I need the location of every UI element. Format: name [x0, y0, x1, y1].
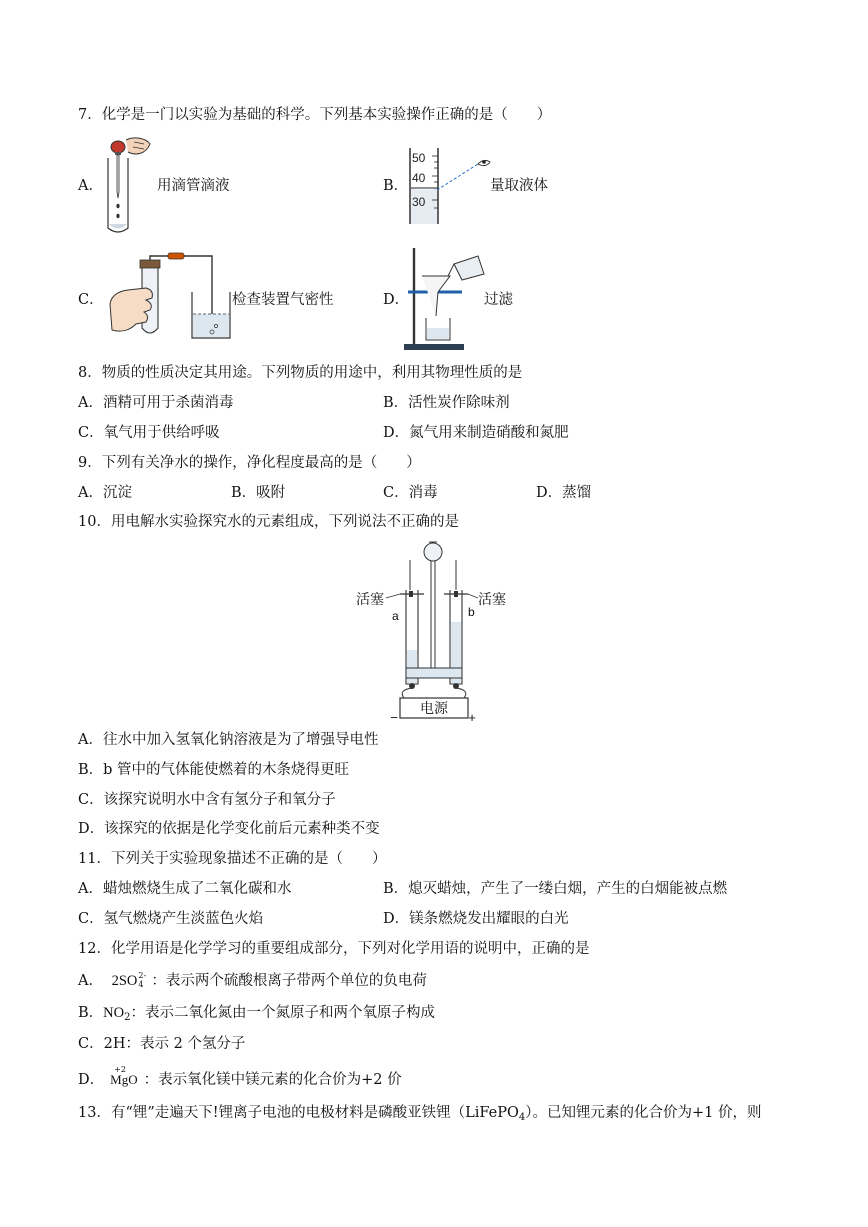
- q9-stem: 9．下列有关净水的操作，净化程度最高的是（ ）: [78, 455, 421, 471]
- power-label: 电源: [420, 701, 448, 717]
- q12-d-letter: D．: [78, 1072, 105, 1088]
- cylinder-figure: [402, 144, 502, 226]
- plus-label: +: [468, 710, 476, 724]
- q11-stem: 11．下列关于实验现象描述不正确的是（ ）: [78, 851, 387, 867]
- q8-option-a: A．酒精可用于杀菌消毒: [78, 395, 234, 411]
- tube-a-label: a: [392, 609, 399, 623]
- q12-option-b: [78, 1004, 435, 1027]
- q13-stem: [78, 1104, 761, 1127]
- q12-option-a: [78, 971, 427, 990]
- q12-d-formula: MgO: [110, 1072, 138, 1087]
- q7-option-a-caption: 用滴管滴液: [157, 178, 230, 194]
- q7-option-c-letter: C．: [78, 292, 104, 308]
- q13-stem-before: 13．有“锂”走遍天下!锂离子电池的电极材料是磷酸亚铁锂（LiFePO: [78, 1105, 519, 1121]
- q10-option-d: D．该探究的依据是化学变化前后元素种类不变: [78, 821, 380, 837]
- q12-option-d: [78, 1065, 402, 1090]
- tube-b-label: b: [468, 605, 475, 619]
- q8-option-d: D．氮气用来制造硝酸和氮肥: [383, 425, 569, 441]
- q12-d-valence: +2: [114, 1065, 126, 1074]
- q12-a-charge: 2-: [138, 971, 147, 980]
- minus-label: −: [390, 710, 398, 724]
- q10-stem: 10．用电解水实验探究水的元素组成，下列说法不正确的是: [78, 514, 459, 530]
- q12-a-letter: A．: [78, 973, 103, 989]
- q12-b-formula: NO: [103, 1005, 125, 1021]
- dropper-figure: [100, 136, 152, 236]
- airtight-check-figure: [106, 252, 232, 344]
- q7-option-b-letter: B．: [383, 178, 409, 194]
- q12-a-sub: 4: [138, 980, 144, 989]
- filtration-figure: [400, 246, 486, 352]
- q12-b-letter: B．: [78, 1005, 104, 1021]
- q7-option-d-letter: D．: [383, 292, 410, 308]
- q9-option-d: D．蒸馏: [536, 485, 592, 501]
- q11-option-c: C．氢气燃烧产生淡蓝色火焰: [78, 911, 264, 927]
- left-stopcock-label: 活塞: [356, 592, 384, 608]
- q10-option-c: C．该探究说明水中含有氢分子和氧分子: [78, 792, 336, 808]
- q13-sub: 4: [518, 1112, 526, 1123]
- q11-option-a: A．蜡烛燃烧生成了二氧化碳和水: [78, 881, 292, 897]
- q11-option-b: B．熄灭蜡烛，产生了一缕白烟，产生的白烟能被点燃: [383, 881, 728, 897]
- q10-option-a: A．往水中加入氢氧化钠溶液是为了增强导电性: [78, 732, 379, 748]
- q12-b-sub: 2: [124, 1012, 131, 1023]
- cylinder-tick-30: 30: [412, 195, 426, 209]
- q12-option-c: C．2H：表示 2 个氢分子: [78, 1036, 246, 1052]
- q9-option-c: C．消毒: [383, 485, 438, 501]
- q12-a-formula: 2SO: [111, 973, 138, 989]
- q13-stem-after: ）。已知锂元素的化合价为+1 价，则: [525, 1105, 762, 1121]
- q7-stem: 7．化学是一门以实验为基础的科学。下列基本实验操作正确的是（ ）: [78, 107, 552, 123]
- q7-option-b-caption: 量取液体: [490, 178, 548, 194]
- q7-option-c-caption: 检查装置气密性: [232, 292, 334, 308]
- q12-stem: 12．化学用语是化学学习的重要组成部分，下列对化学用语的说明中，正确的是: [78, 941, 590, 957]
- electrolysis-figure: [352, 538, 518, 724]
- q8-option-b: B．活性炭作除味剂: [383, 395, 510, 411]
- q10-option-b: B．b 管中的气体能使燃着的木条烧得更旺: [78, 762, 350, 778]
- q9-option-b: B．吸附: [231, 485, 286, 501]
- cylinder-tick-50: 50: [412, 151, 426, 165]
- q7-option-a-letter: A．: [78, 178, 103, 194]
- q12-a-text: ：表示两个硫酸根离子带两个单位的负电荷: [151, 973, 427, 989]
- q7-option-d-caption: 过滤: [484, 292, 513, 308]
- cylinder-tick-40: 40: [412, 171, 426, 185]
- q11-option-d: D．镁条燃烧发出耀眼的白光: [383, 911, 569, 927]
- q8-option-c: C．氧气用于供给呼吸: [78, 425, 220, 441]
- q12-b-text: ：表示二氧化氮由一个氮原子和两个氧原子构成: [130, 1005, 435, 1021]
- right-stopcock-label: 活塞: [478, 592, 506, 608]
- q8-stem: 8．物质的性质决定其用途。下列物质的用途中，利用其物理性质的是: [78, 365, 523, 381]
- q9-option-a: A．沉淀: [78, 485, 132, 501]
- q12-d-text: ：表示氧化镁中镁元素的化合价为+2 价: [143, 1072, 402, 1088]
